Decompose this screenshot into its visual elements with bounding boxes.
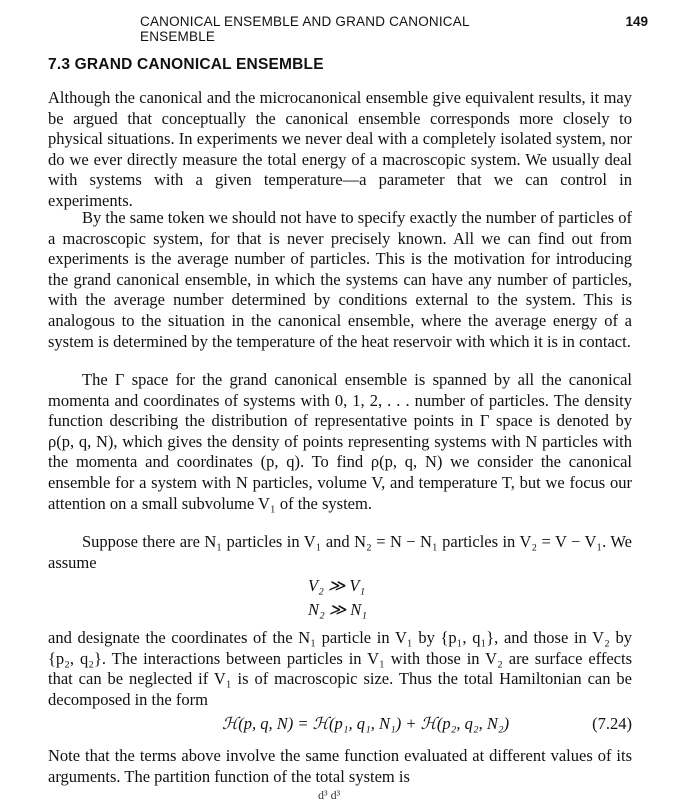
paragraph-1: Although the canonical and the microcanonical ensemble give equivalent results, it may be argued that conceptually the canonical ensemble corresponds more closely to physical situations. In experiments we never deal with a completely isolated system, nor do we ever directly measure the total energy of a macroscopic system. We usually deal with systems with a given temperature—a parameter that we can control in experiments. (48, 88, 632, 210)
display-assumption-volume: V₂ ≫ V₁ (308, 576, 366, 595)
page-number: 149 (625, 14, 648, 29)
paragraph-6: Note that the terms above involve the same function evaluated at different values of its arguments. The partition function of the total system is (48, 746, 632, 786)
paragraph-5: and designate the coordinates of the N₁ particle in V₁ by {p₁, q₁}, and those in V₂ by {p₂, q₂}. The interactions between particles in V₁ with those in V₂ are surface effects that can be neglected if V₁ is of macroscopic size. Thus the total Hamiltonian can be decomposed in the form (48, 628, 632, 709)
paragraph-4: Suppose there are N₁ particles in V₁ and N₂ = N − N₁ particles in V₂ = V − V₁. We assume (48, 532, 632, 572)
equation-label: (7.24) (592, 714, 632, 733)
section-heading: 7.3 GRAND CANONICAL ENSEMBLE (48, 56, 324, 73)
paragraph-3: The Γ space for the grand canonical ensemble is spanned by all the canonical momenta and coordinates of systems with 0, 1, 2, . . . number of particles. The density function describing the distribution of representative points in Γ space is denoted by ρ(p, q, N), which gives the density of points representing systems with N particles with the momenta and coordinates (p, q). To find ρ(p, q, N) we consider the canonical ensemble for a system with N particles, volume V, and temperature T, but we focus our attention on a small subvolume V₁ of the system. (48, 370, 632, 513)
display-assumption-particles: N₂ ≫ N₁ (308, 600, 368, 619)
running-head: CANONICAL ENSEMBLE AND GRAND CANONICAL ENSEMBLE (140, 14, 470, 44)
paragraph-2: By the same token we should not have to specify exactly the number of particles of a macroscopic system, for that is never precisely known. All we can find out from experiments is the average number of particles. This is the motivation for introducing the grand canonical ensemble, in which the systems can have any number of particles, with the average number determined by conditions external to the system. This is analogous to the situation in the canonical ensemble, where the average energy of a system is determined by the temperature of the heat reservoir with which it is in contact. (48, 208, 632, 351)
equation-hamiltonian: ℋ(p, q, N) = ℋ(p₁, q₁, N₁) + ℋ(p₂, q₂, N₂) (222, 714, 510, 733)
cut-off-formula-fragment: d³ d³ (318, 788, 341, 800)
